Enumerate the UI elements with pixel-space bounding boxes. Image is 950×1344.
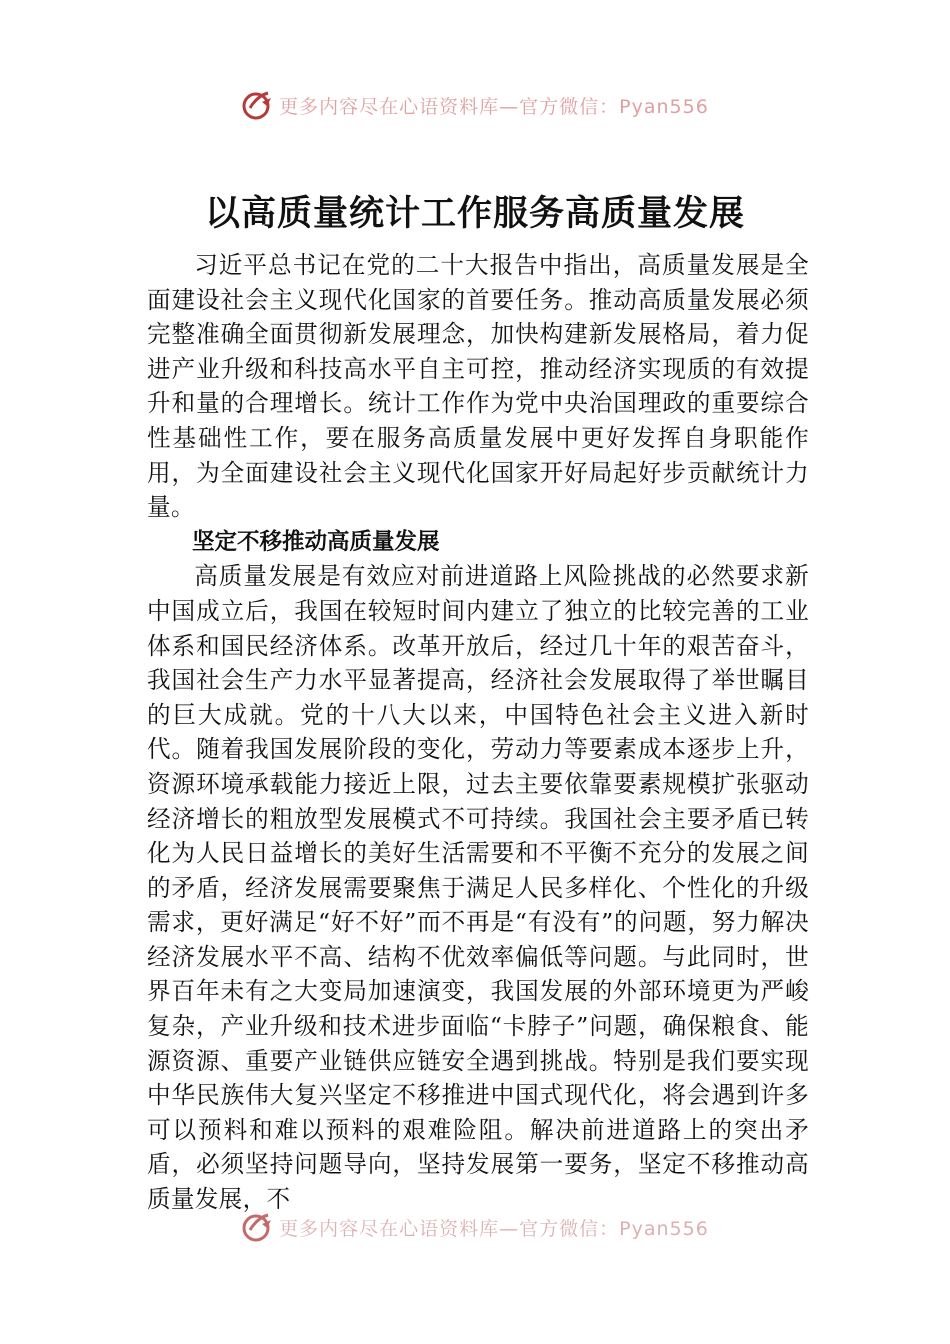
section-heading: 坚定不移推动高质量发展	[192, 528, 440, 555]
watermark-header	[0, 88, 950, 127]
logo-icon	[241, 1210, 275, 1249]
watermark-text: 更多内容尽在心语资料库—官方微信：Pyan556	[279, 1218, 709, 1240]
document-body	[147, 248, 809, 1220]
paragraph: 习近平总书记在党的二十大报告中指出，高质量发展是全面建设社会主义现代化国家的首要任务。推动高质量发展必须完整准确全面贯彻新发展理念，加快构建新发展格局，着力促进产业升级和科技高水平自主可控，推动经济实现质的有效提升和量的合理增长。统计工作作为党中央治国理政的重要综合性基础性工作，要在服务高质量发展中更好发挥自身职能作用，为全面建设社会主义现代化国家开好局起好步贡献统计力量。	[147, 251, 809, 522]
watermark-text: 更多内容尽在心语资料库—官方微信：Pyan556	[279, 96, 709, 118]
logo-icon	[241, 88, 275, 127]
paragraph: 高质量发展是有效应对前进道路上风险挑战的必然要求新中国成立后，我国在较短时间内建立了独立的比较完善的工业体系和国民经济体系。改革开放后，经过几十年的艰苦奋斗，我国社会生产力水平显著提高，经济社会发展取得了举世瞩目的巨大成就。党的十八大以来，中国特色社会主义进入新时代。随着我国发展阶段的变化，劳动力等要素成本逐步上升，资源环境承载能力接近上限，过去主要依靠要素规模扩张驱动经济增长的粗放型发展模式不可持续。我国社会主要矛盾已转化为人民日益增长的美好生活需要和不平衡不充分的发展之间的矛盾，经济发展需要聚焦于满足人民多样化、个性化的升级需求，更好满足“好不好”而不再是“有没有”的问题，努力解决经济发展水平不高、结构不优效率偏低等问题。与此同时，世界百年未有之大变局加速演变，我国发展的外部环境更为严峻复杂，产业升级和技术进步面临“卡脖子”问题，确保粮食、能源资源、重要产业链供应链安全遇到挑战。特别是我们要实现中华民族伟大复兴坚定不移推进中国式现代化，将会遇到许多可以预料和难以预料的艰难险阻。解决前进道路上的突出矛盾，必须坚持问题导向，坚持发展第一要务，坚定不移推动高质量发展，不	[147, 562, 809, 1214]
watermark-footer	[0, 1210, 950, 1249]
document-title: 以高质量统计工作服务高质量发展	[204, 193, 745, 234]
